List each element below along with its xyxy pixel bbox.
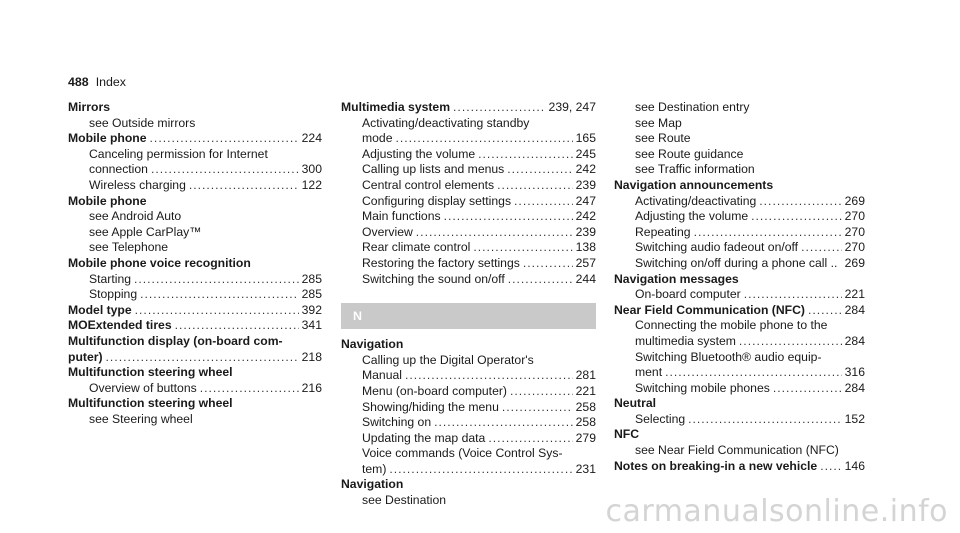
index-subentry <box>614 194 865 210</box>
entry-text: Navigation messages <box>614 271 739 286</box>
index-entry <box>68 303 322 319</box>
entry-text: Repeating <box>635 224 691 239</box>
index-entry <box>341 337 596 353</box>
dot-leader <box>514 194 573 210</box>
dot-leader <box>665 365 842 381</box>
entry-text: Notes on breaking-in a new vehicle <box>614 458 818 473</box>
entry-text: connection <box>89 162 148 177</box>
entry-text: Navigation <box>341 477 404 492</box>
page-reference: 258 <box>575 415 596 430</box>
page-reference: 285 <box>301 271 322 286</box>
entry-text: On-board computer <box>635 287 741 302</box>
index-subentry <box>614 350 865 366</box>
index-subentry <box>341 384 596 400</box>
index-column-2 <box>341 100 596 509</box>
entry-text: MOExtended tires <box>68 318 172 333</box>
dot-leader <box>189 178 299 194</box>
entry-text: Connecting the mobile phone to the <box>635 318 828 333</box>
page-reference: 224 <box>301 131 322 146</box>
entry-text: Multifunction display (on-board com- <box>68 333 283 348</box>
dot-leader <box>773 381 842 397</box>
index-entry <box>68 100 322 116</box>
index-entry <box>68 318 322 334</box>
dot-leader <box>478 147 573 163</box>
page-reference: 284 <box>844 333 865 348</box>
page-reference: 216 <box>301 380 322 395</box>
entry-text: see Destination <box>362 493 447 508</box>
entry-text: Voice commands (Voice Control Sys- <box>362 446 563 461</box>
page-reference: 258 <box>575 399 596 414</box>
index-subentry <box>341 116 596 132</box>
entry-text: Switching on/off during a phone call .. <box>635 255 838 270</box>
index-entry <box>68 256 322 272</box>
page-header <box>68 75 126 89</box>
index-entry <box>68 334 322 350</box>
entry-text: see Map <box>635 115 682 130</box>
index-subentry <box>614 131 865 147</box>
page-reference: 247 <box>575 193 596 208</box>
page-reference: 300 <box>301 162 322 177</box>
dot-leader <box>134 272 299 288</box>
page-reference: 242 <box>575 162 596 177</box>
index-subentry <box>614 365 865 381</box>
entry-text: Manual <box>362 368 402 383</box>
dot-leader <box>688 412 842 428</box>
index-subentry <box>68 178 322 194</box>
index-subentry <box>68 240 322 256</box>
index-subentry <box>341 256 596 272</box>
index-subentry <box>68 147 322 163</box>
index-subentry <box>68 412 322 428</box>
dot-leader <box>801 240 842 256</box>
entry-text: Adjusting the volume <box>362 146 476 161</box>
index-subentry <box>68 116 322 132</box>
index-subentry <box>68 272 322 288</box>
index-entry <box>614 459 865 475</box>
entry-text: Near Field Communication (NFC) <box>614 302 805 317</box>
entry-text: Main functions <box>362 209 441 224</box>
entry-text: Mobile phone voice recognition <box>68 255 251 270</box>
index-entry <box>68 194 322 210</box>
page-reference: 284 <box>844 302 865 317</box>
page-reference: 244 <box>575 271 596 286</box>
dot-leader <box>150 131 299 147</box>
entry-text: Showing/hiding the menu <box>362 399 499 414</box>
page-reference: 239, 247 <box>548 100 596 114</box>
index-subentry <box>68 162 322 178</box>
entry-text: see Outside mirrors <box>89 115 196 130</box>
entry-text: Stopping <box>89 287 138 302</box>
entry-text: Mobile phone <box>68 131 147 146</box>
entry-text: Central control elements <box>362 177 495 192</box>
entry-text: Multifunction steering wheel <box>68 365 233 380</box>
index-entry <box>341 477 596 493</box>
page-reference: 269 <box>844 193 865 208</box>
index-entry <box>614 272 865 288</box>
page-reference: 122 <box>301 177 322 192</box>
index-subentry <box>341 240 596 256</box>
index-subentry <box>341 462 596 478</box>
index-subentry <box>341 400 596 416</box>
page-reference: 270 <box>844 209 865 224</box>
page-reference: 239 <box>575 224 596 239</box>
index-subentry <box>614 287 865 303</box>
page-number: 488 <box>68 75 89 89</box>
entry-text: Overview of buttons <box>89 380 197 395</box>
entry-text: Multifunction steering wheel <box>68 396 233 411</box>
dot-leader <box>694 225 842 241</box>
entry-text: Switching the sound on/off <box>362 271 505 286</box>
entry-text: ment <box>635 365 663 380</box>
entry-text: Configuring display settings <box>362 193 512 208</box>
entry-text: see Traffic information <box>635 162 755 177</box>
dot-leader <box>140 287 299 303</box>
index-subentry <box>614 225 865 241</box>
index-subentry <box>341 446 596 462</box>
page-reference: 239 <box>575 177 596 192</box>
index-subentry <box>614 209 865 225</box>
entry-text: see Android Auto <box>89 209 182 224</box>
page-reference: 285 <box>301 287 322 302</box>
index-subentry <box>341 178 596 194</box>
page-reference: 245 <box>575 146 596 161</box>
entry-text: Canceling permission for Internet <box>89 146 268 161</box>
page-reference: 146 <box>844 458 865 473</box>
index-subentry <box>341 353 596 369</box>
dot-leader <box>389 462 572 478</box>
dot-leader <box>135 303 299 319</box>
index-subentry <box>614 334 865 350</box>
dot-leader <box>473 240 572 256</box>
entry-text: see Destination entry <box>635 100 750 114</box>
dot-leader <box>497 178 573 194</box>
letter-heading-n: N <box>341 303 596 329</box>
page-reference: 165 <box>575 131 596 146</box>
dot-leader <box>751 209 842 225</box>
index-entry <box>614 396 865 412</box>
entry-text: NFC <box>614 427 640 442</box>
entry-text: see Route <box>635 131 691 146</box>
section-label: Index <box>95 75 126 89</box>
index-subentry <box>341 225 596 241</box>
dot-leader <box>444 209 573 225</box>
dot-leader <box>820 459 841 475</box>
index-subentry <box>614 381 865 397</box>
entry-text: see Near Field Communication (NFC) <box>635 443 839 458</box>
entry-text: Switching Bluetooth® audio equip- <box>635 349 822 364</box>
page-reference: 218 <box>301 349 322 364</box>
index-subentry <box>341 209 596 225</box>
index-subentry <box>341 131 596 147</box>
index-entry <box>68 365 322 381</box>
dot-leader <box>434 415 573 431</box>
entry-text: Switching audio fadeout on/off <box>635 240 799 255</box>
entry-text: tem) <box>362 461 387 476</box>
dot-leader <box>151 162 299 178</box>
dot-leader <box>502 400 573 416</box>
index-subentry <box>341 194 596 210</box>
page-reference: 269 <box>844 255 865 270</box>
index-entry <box>68 131 322 147</box>
page-reference: 152 <box>844 411 865 426</box>
index-entry <box>614 303 865 319</box>
dot-leader <box>759 194 841 210</box>
page-reference: 221 <box>844 287 865 302</box>
entry-text: Multimedia system <box>341 100 451 114</box>
dot-leader <box>488 431 572 447</box>
entry-text: mode <box>362 131 393 146</box>
index-subentry <box>614 443 865 459</box>
index-subentry <box>68 381 322 397</box>
page-reference: 270 <box>844 224 865 239</box>
dot-leader <box>405 368 573 384</box>
index-entry <box>68 396 322 412</box>
index-subentry <box>614 162 865 178</box>
index-entry <box>341 100 596 116</box>
entry-text: Overview <box>362 224 413 239</box>
entry-text: see Steering wheel <box>89 411 193 426</box>
dot-leader <box>744 287 842 303</box>
entry-text: Calling up lists and menus <box>362 162 505 177</box>
page-reference: 392 <box>301 302 322 317</box>
entry-text: Switching mobile phones <box>635 380 770 395</box>
entry-text: Model type <box>68 302 132 317</box>
page-reference: 138 <box>575 240 596 255</box>
index-column-1 <box>68 100 322 427</box>
entry-text: Navigation <box>341 337 404 352</box>
entry-text: Activating/deactivating standby <box>362 115 530 130</box>
page-reference: 316 <box>844 365 865 380</box>
index-subentry <box>614 147 865 163</box>
entry-text: Mobile phone <box>68 193 147 208</box>
index-subentry <box>341 493 596 509</box>
entry-text: Updating the map data <box>362 430 486 445</box>
page-reference: 270 <box>844 240 865 255</box>
index-subentry <box>341 147 596 163</box>
dot-leader <box>200 381 299 397</box>
entry-text: Menu (on-board computer) <box>362 383 507 398</box>
dot-leader <box>507 162 572 178</box>
entry-text: Mirrors <box>68 100 110 114</box>
dot-leader <box>510 384 573 400</box>
entry-text: Rear climate control <box>362 240 471 255</box>
index-column-2-top <box>341 100 596 287</box>
page-reference: 257 <box>575 255 596 270</box>
entry-text: Adjusting the volume <box>635 209 749 224</box>
index-column-3 <box>614 100 865 474</box>
dot-leader <box>396 131 573 147</box>
index-subentry <box>614 240 865 256</box>
index-subentry <box>614 318 865 334</box>
entry-text: Activating/deactivating <box>635 193 757 208</box>
index-subentry <box>614 256 865 272</box>
page-reference: 281 <box>575 368 596 383</box>
index-column-2-bottom <box>341 337 596 509</box>
index-subentry <box>341 162 596 178</box>
entry-text: Wireless charging <box>89 177 186 192</box>
index-entry <box>68 350 322 366</box>
entry-text: see Apple CarPlay™ <box>89 224 202 239</box>
index-subentry <box>341 272 596 288</box>
entry-text: Neutral <box>614 396 656 411</box>
page-reference: 231 <box>575 461 596 476</box>
entry-text: puter) <box>68 349 103 364</box>
page-reference: 284 <box>844 380 865 395</box>
page-reference: 242 <box>575 209 596 224</box>
entry-text: Selecting <box>635 411 686 426</box>
index-entry <box>614 178 865 194</box>
index-subentry <box>68 209 322 225</box>
index-subentry <box>68 225 322 241</box>
dot-leader <box>508 272 573 288</box>
dot-leader <box>416 225 573 241</box>
entry-text: Restoring the factory settings <box>362 255 520 270</box>
index-subentry <box>68 287 322 303</box>
entry-text: see Telephone <box>89 240 169 255</box>
entry-text: see Route guidance <box>635 146 744 161</box>
dot-leader <box>523 256 573 272</box>
entry-text: Calling up the Digital Operator's <box>362 352 534 367</box>
entry-text: Switching on <box>362 415 432 430</box>
dot-leader <box>453 100 546 116</box>
index-subentry <box>341 431 596 447</box>
dot-leader <box>739 334 842 350</box>
index-subentry <box>614 412 865 428</box>
dot-leader <box>808 303 842 319</box>
index-entry <box>614 427 865 443</box>
index-subentry <box>614 100 865 116</box>
page-reference: 279 <box>575 430 596 445</box>
watermark: carmanualsonline.info <box>605 494 948 529</box>
index-subentry <box>614 116 865 132</box>
index-subentry <box>341 368 596 384</box>
entry-text: multimedia system <box>635 333 736 348</box>
entry-text: Navigation announcements <box>614 177 774 192</box>
dot-leader <box>175 318 299 334</box>
page-reference: 221 <box>575 383 596 398</box>
entry-text: Starting <box>89 271 132 286</box>
page-reference: 341 <box>301 318 322 333</box>
dot-leader <box>106 350 299 366</box>
index-subentry <box>341 415 596 431</box>
